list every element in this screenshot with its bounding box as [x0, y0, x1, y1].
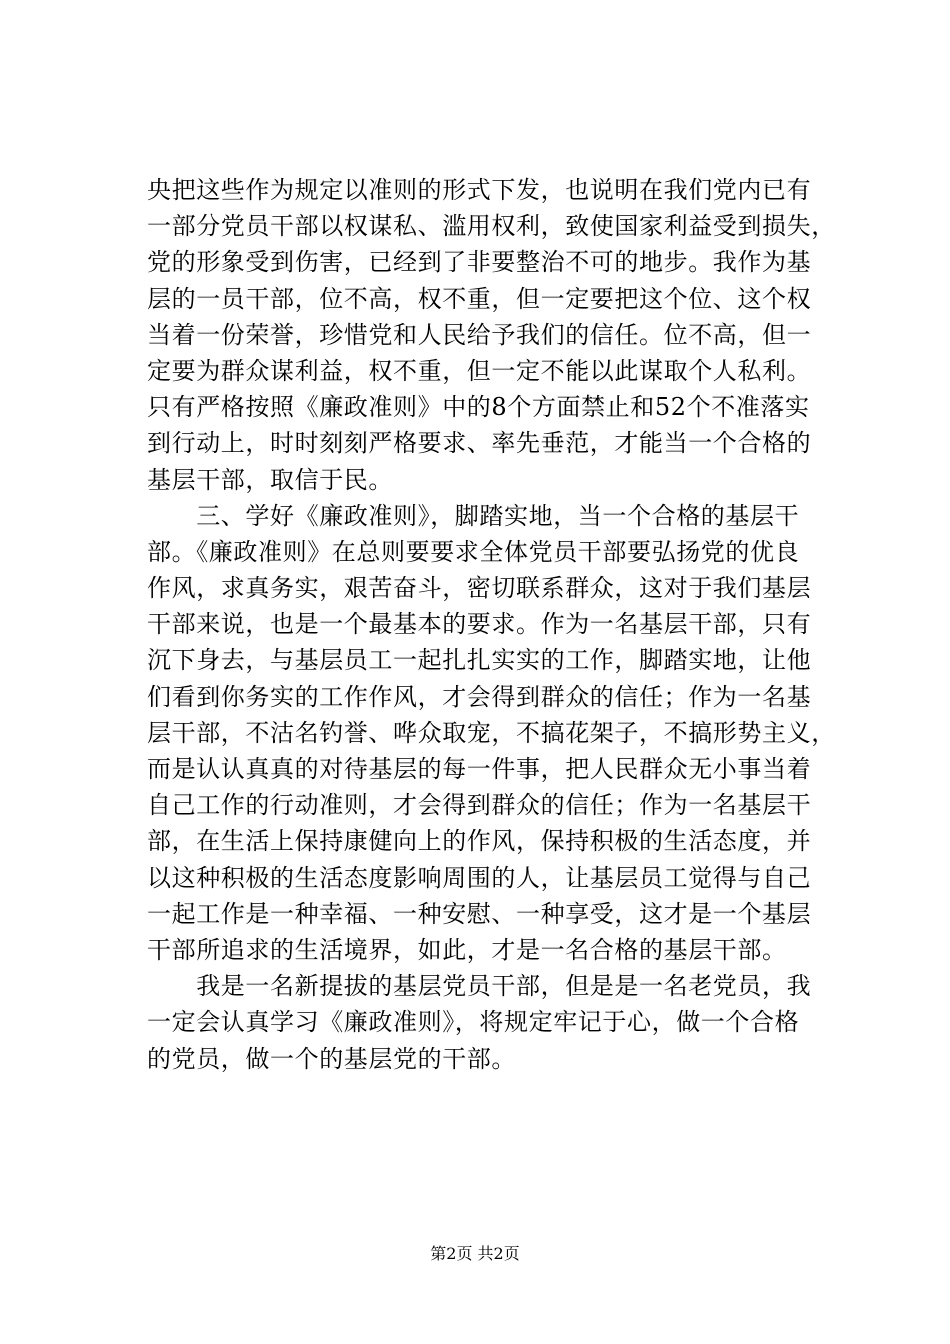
text-line: 只有严格按照《廉政准则》中的8个方面禁止和52个不准落实	[147, 393, 810, 422]
text-line: 到行动上，时时刻刻严格要求、率先垂范，才能当一个合格的	[147, 429, 812, 458]
text-line: 以这种积极的生活态度影响周围的人，让基层员工觉得与自己	[147, 863, 812, 892]
text-line: 央把这些作为规定以准则的形式下发，也说明在我们党内已有	[147, 176, 812, 204]
text-line: 层的一员干部，位不高，权不重，但一定要把这个位、这个权	[147, 284, 812, 313]
text-line: 定要为群众谋利益，权不重，但一定不能以此谋取个人私利。	[147, 356, 812, 385]
text-line: 一定会认真学习《廉政准则》，将规定牢记于心，做一个合格	[147, 1008, 800, 1037]
text-line: 层干部，不沽名钓誉、哗众取宠，不搞花架子，不搞形势主义，	[147, 718, 836, 747]
text-line: 干部所追求的生活境界，如此，才是一名合格的基层干部。	[147, 935, 787, 964]
text-line: 党的形象受到伤害，已经到了非要整治不可的地步。我作为基	[147, 248, 812, 277]
text-line: 一部分党员干部以权谋私、滥用权利，致使国家利益受到损失，	[147, 212, 836, 241]
text-line: 部，在生活上保持康健向上的作风，保持积极的生活态度，并	[147, 827, 812, 856]
text-line: 沉下身去，与基层员工一起扎扎实实的工作，脚踏实地，让他	[147, 646, 812, 675]
body-text	[147, 172, 836, 1077]
text-line: 作风，求真务实，艰苦奋斗，密切联系群众，这对于我们基层	[147, 574, 812, 603]
text-line: 当着一份荣誉，珍惜党和人民给予我们的信任。位不高，但一	[147, 320, 812, 349]
text-line: 基层干部，取信于民。	[147, 465, 393, 494]
text-line: 我是一名新提拔的基层党员干部，但是是一名老党员，我	[147, 972, 812, 1001]
text-line: 干部来说，也是一个最基本的要求。作为一名基层干部，只有	[147, 610, 812, 639]
text-line: 而是认认真真的对待基层的每一件事，把人民群众无小事当着	[147, 755, 812, 783]
text-line: 的党员，做一个的基层党的干部。	[147, 1044, 516, 1073]
text-line: 自己工作的行动准则，才会得到群众的信任；作为一名基层干	[147, 791, 812, 820]
text-line: 们看到你务实的工作作风，才会得到群众的信任；作为一名基	[147, 682, 812, 711]
text-line: 部。《廉政准则》在总则要要求全体党员干部要弘扬党的优良	[147, 537, 800, 566]
text-line: 三、学好《廉政准则》，脚踏实地，当一个合格的基层干	[147, 501, 800, 530]
page-number-footer: 第2页 共2页	[430, 1244, 520, 1263]
text-line: 一起工作是一种幸福、一种安慰、一种享受，这才是一个基层	[147, 899, 812, 928]
